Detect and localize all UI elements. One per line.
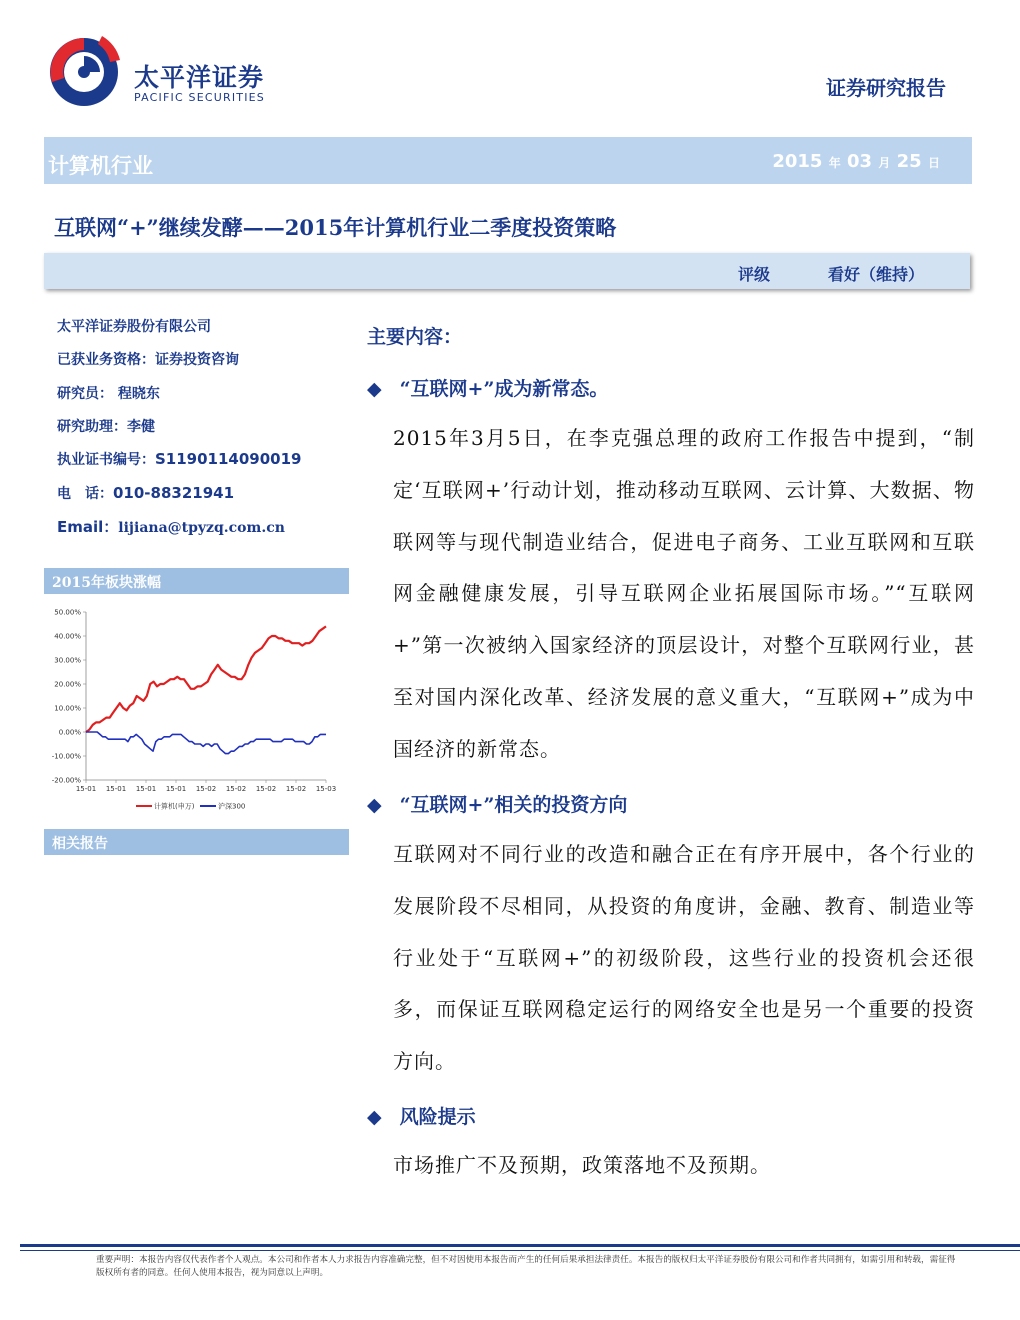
series-line-1 <box>86 626 326 732</box>
x-tick-label: 15-01 <box>105 785 127 793</box>
section-title-text: 风险提示 <box>399 1106 476 1128</box>
related-reports-header <box>44 829 349 855</box>
section-title-text: “互联网+”成为新常态。 <box>399 378 609 400</box>
info-email <box>57 516 285 537</box>
section-3-title <box>367 1102 476 1129</box>
company-name-en: PACIFIC SECURITIES <box>134 91 265 104</box>
date-year: 2015 <box>772 151 823 172</box>
info-company: 太平洋证券股份有限公司 <box>57 319 211 335</box>
info-cert <box>57 449 301 469</box>
info-assistant: 研究助理：李健 <box>57 419 155 435</box>
rating-value: 看好（维持） <box>828 265 925 284</box>
company-name-cn: 太平洋证券 <box>134 63 265 92</box>
related-reports-title: 相关报告 <box>52 836 108 852</box>
email-label: Email： <box>57 518 119 536</box>
sector-performance-chart <box>44 598 349 818</box>
y-tick-label: -20.00% <box>51 776 81 785</box>
y-tick-label: 10.00% <box>54 704 81 713</box>
section-3-body: 市场推广不及预期，政策落地不及预期。 <box>393 1153 771 1177</box>
legend-label-2: 沪深300 <box>218 802 246 811</box>
section-title-text: “互联网+”相关的投资方向 <box>399 794 628 816</box>
diamond-bullet-icon: ◆ <box>367 378 382 400</box>
phone-label: 电 话： <box>57 486 113 502</box>
report-date <box>772 151 940 172</box>
info-phone <box>57 483 234 503</box>
section-2-title <box>367 790 627 817</box>
section-1-body: 2015年3月5日，在李克强总理的政府工作报告中提到，“制定‘互联网+’行动计划，推动移动互联网、云计算、大数据、物联网等与现代制造业结合，促进电子商务、工业互联网和互联网金融健康发展，引导互联网企业拓展国际市场。”“互联网+”第一次被纳入国家经济的顶层设计，对整个互联网行业，甚至对国内深化改革、经济发展的意义重大，“互联网+”成为中国经济的新常态。 <box>393 426 975 761</box>
main-content-heading: 主要内容： <box>367 326 463 348</box>
y-tick-label: 40.00% <box>54 632 81 641</box>
y-tick-label: 50.00% <box>54 608 81 617</box>
series-line-2 <box>86 732 326 754</box>
legend-label-1: 计算机(申万) <box>154 802 195 811</box>
info-researcher: 研究员： 程晓东 <box>57 386 160 402</box>
diamond-bullet-icon: ◆ <box>367 794 382 816</box>
chart-section-header <box>44 568 349 594</box>
x-tick-label: 15-02 <box>255 785 277 793</box>
section-2-body: 互联网对不同行业的改造和融合正在有序开展中，各个行业的发展阶段不尽相同，从投资的角度讲，金融、教育、制造业等行业处于“互联网+”的初级阶段，这些行业的投资机会还很多，而保证互联网稳定运行的网络安全也是另一个重要的投资方向。 <box>393 842 975 1074</box>
date-day: 25 <box>896 151 922 172</box>
x-tick-label: 15-01 <box>165 785 187 793</box>
y-tick-label: -10.00% <box>51 752 81 761</box>
rating-label: 评级 <box>738 265 771 284</box>
report-title: 互联网“+”继续发酵——2015年计算机行业二季度投资策略 <box>54 215 617 240</box>
x-tick-label: 15-01 <box>75 785 97 793</box>
y-tick-label: 20.00% <box>54 680 81 689</box>
x-tick-label: 15-02 <box>195 785 217 793</box>
footer-divider-thin <box>20 1250 1020 1251</box>
email-value[interactable]: lijiana@tpyzq.com.cn <box>118 520 285 536</box>
date-month-unit: 月 <box>878 156 891 170</box>
date-year-unit: 年 <box>828 156 841 170</box>
y-tick-label: 0.00% <box>58 728 81 737</box>
footer-divider <box>20 1244 1020 1247</box>
section-1-title <box>367 374 608 401</box>
report-type: 证券研究报告 <box>826 76 946 100</box>
phone-value: 010-88321941 <box>113 484 235 502</box>
x-tick-label: 15-03 <box>315 785 337 793</box>
company-logo <box>44 30 124 110</box>
industry-label: 计算机行业 <box>48 153 153 178</box>
info-qualification: 已获业务资格：证券投资咨询 <box>57 352 239 368</box>
chart-section-title: 2015年板块涨幅 <box>52 575 161 591</box>
x-tick-label: 15-01 <box>135 785 157 793</box>
cert-value: S1190114090019 <box>155 450 302 468</box>
x-tick-label: 15-02 <box>285 785 307 793</box>
date-day-unit: 日 <box>927 156 940 170</box>
diamond-bullet-icon: ◆ <box>367 1106 382 1128</box>
x-tick-label: 15-02 <box>225 785 247 793</box>
date-month: 03 <box>847 151 873 172</box>
y-tick-label: 30.00% <box>54 656 81 665</box>
disclaimer: 重要声明：本报告内容仅代表作者个人观点。本公司和作者本人力求报告内容准确完整，但不对因使用本报告而产生的任何后果承担法律责任。本报告的版权归太平洋证券股份有限公司和作者共同拥有，如需引用和转载，需征得版权所有者的同意。任何人使用本报告，视为同意以上声明。 <box>96 1255 956 1278</box>
cert-label: 执业证书编号： <box>57 452 155 468</box>
